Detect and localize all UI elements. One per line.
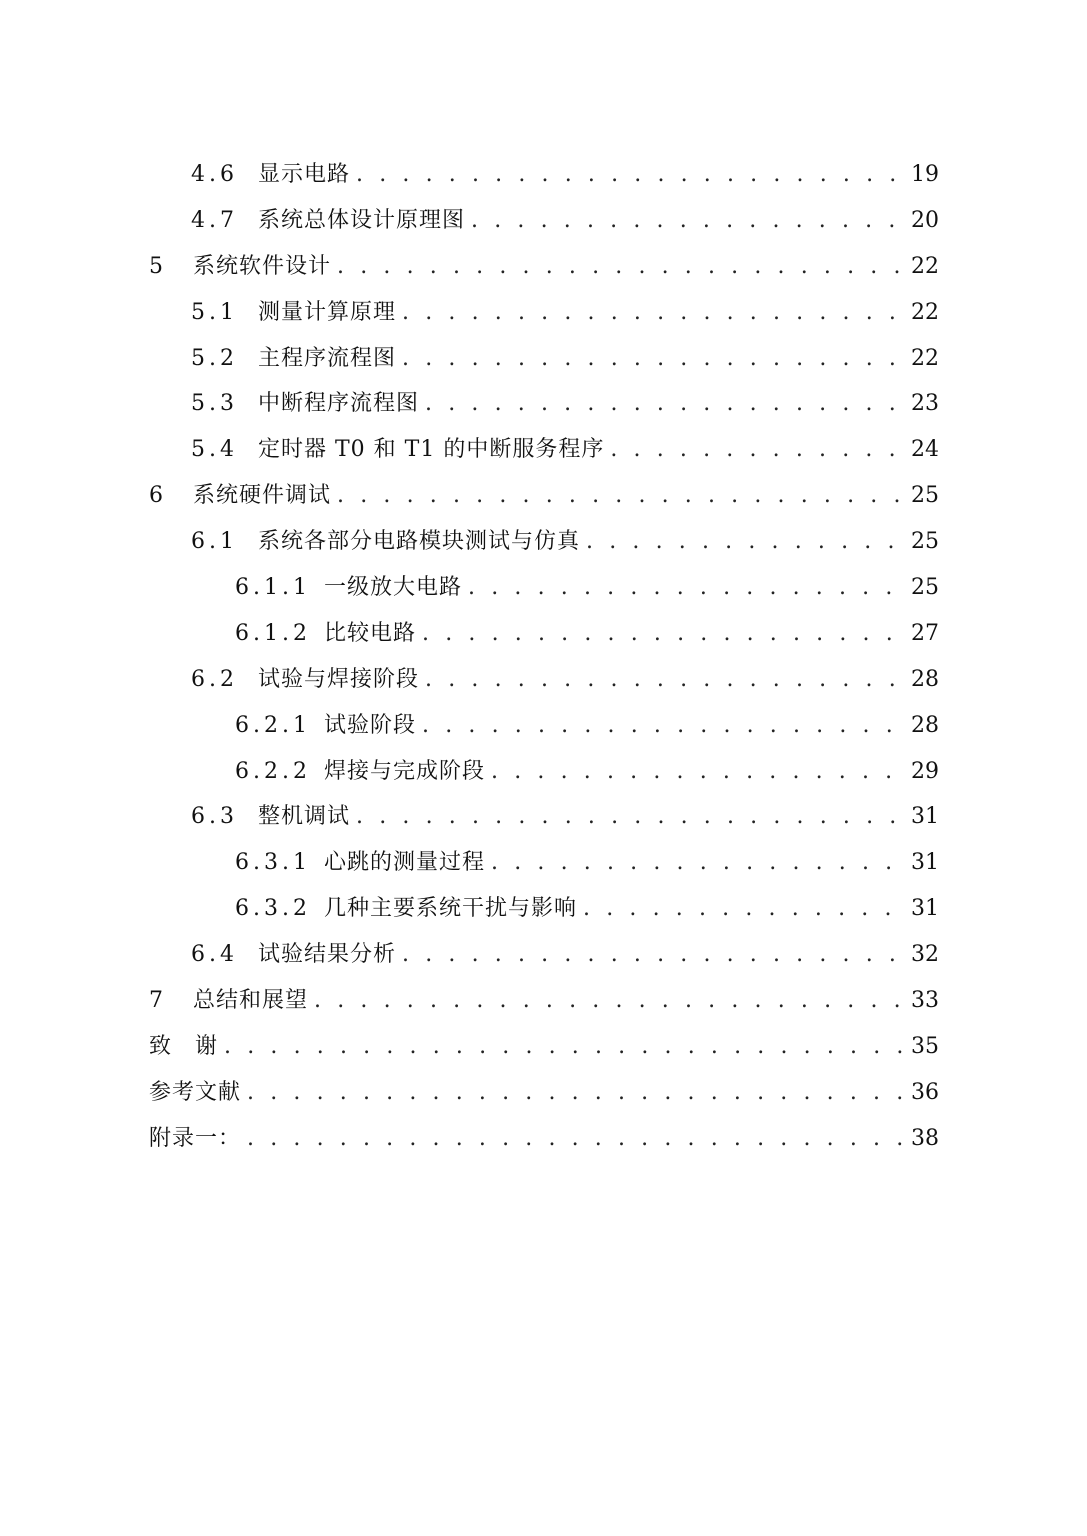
toc-entry-number: 6.1.1 bbox=[235, 575, 311, 601]
dot-leader bbox=[422, 703, 907, 749]
toc-entry[interactable] bbox=[149, 198, 939, 244]
toc-entry-title: 几种主要系统干扰与影响 bbox=[324, 896, 578, 922]
toc-entry-page: 36 bbox=[911, 1079, 939, 1105]
toc-entry-number: 5 bbox=[149, 253, 167, 279]
toc-entry-title: 试验与焊接阶段 bbox=[258, 666, 420, 692]
dot-leader bbox=[337, 244, 907, 290]
toc-entry[interactable] bbox=[149, 1024, 939, 1070]
toc-entry-page: 35 bbox=[911, 1033, 939, 1059]
toc-entry[interactable] bbox=[149, 336, 939, 382]
toc-entry[interactable] bbox=[149, 381, 939, 427]
toc-entry-page: 22 bbox=[911, 253, 939, 279]
toc-entry[interactable] bbox=[149, 1070, 939, 1116]
toc-entry-number: 6.4 bbox=[191, 942, 238, 968]
dot-leader bbox=[337, 473, 907, 519]
toc-entry-page: 31 bbox=[911, 896, 939, 922]
dot-leader bbox=[422, 611, 907, 657]
toc-entry[interactable] bbox=[149, 152, 939, 198]
toc-entry-title: 附录一： bbox=[149, 1125, 242, 1151]
dot-leader bbox=[425, 657, 907, 703]
toc-entry-title: 试验阶段 bbox=[324, 712, 417, 738]
toc-entry[interactable] bbox=[149, 932, 939, 978]
dot-leader bbox=[247, 1070, 907, 1116]
toc-entry-title: 整机调试 bbox=[258, 804, 351, 830]
toc-entry[interactable] bbox=[149, 565, 939, 611]
dot-leader bbox=[247, 1116, 907, 1162]
toc-entry-title: 心跳的测量过程 bbox=[324, 850, 486, 876]
toc-entry-title: 定时器 T0 和 T1 的中断服务程序 bbox=[258, 437, 605, 463]
toc-entry-number: 5.3 bbox=[191, 391, 238, 417]
dot-leader bbox=[610, 427, 907, 473]
dot-leader bbox=[491, 840, 907, 886]
dot-leader bbox=[356, 152, 907, 198]
toc-entry[interactable] bbox=[149, 290, 939, 336]
toc-entry-page: 23 bbox=[911, 391, 939, 417]
dot-leader bbox=[314, 978, 907, 1024]
toc-entry[interactable] bbox=[149, 840, 939, 886]
toc-entry-page: 27 bbox=[911, 620, 939, 646]
toc-entry[interactable] bbox=[149, 749, 939, 795]
toc-entry-number: 6.3.2 bbox=[235, 896, 311, 922]
toc-entry-number: 5.1 bbox=[191, 299, 238, 325]
toc-entry-number: 6 bbox=[149, 483, 167, 509]
toc-entry[interactable] bbox=[149, 244, 939, 290]
toc-entry-title: 中断程序流程图 bbox=[258, 391, 420, 417]
toc-entry[interactable] bbox=[149, 473, 939, 519]
toc-entry-title: 一级放大电路 bbox=[324, 575, 463, 601]
dot-leader bbox=[471, 198, 907, 244]
toc-entry-title: 比较电路 bbox=[324, 620, 417, 646]
dot-leader bbox=[402, 932, 907, 978]
dot-leader bbox=[356, 794, 907, 840]
toc-entry-number: 4.7 bbox=[191, 207, 238, 233]
dot-leader bbox=[402, 290, 907, 336]
toc-entry-title: 参考文献 bbox=[149, 1079, 242, 1105]
toc-entry[interactable] bbox=[149, 703, 939, 749]
toc-entry-page: 25 bbox=[911, 529, 939, 555]
toc-entry-page: 32 bbox=[911, 942, 939, 968]
toc-entry-page: 25 bbox=[911, 575, 939, 601]
toc-entry-page: 28 bbox=[911, 666, 939, 692]
toc-entry-number: 6.2.2 bbox=[235, 758, 311, 784]
toc-entry[interactable] bbox=[149, 886, 939, 932]
dot-leader bbox=[402, 336, 907, 382]
toc-entry-page: 31 bbox=[911, 804, 939, 830]
table-of-contents bbox=[149, 152, 939, 1162]
toc-entry-page: 29 bbox=[911, 758, 939, 784]
dot-leader bbox=[583, 886, 907, 932]
dot-leader bbox=[224, 1024, 907, 1070]
toc-entry-number: 7 bbox=[149, 988, 167, 1014]
toc-entry-number: 4.6 bbox=[191, 162, 238, 187]
toc-entry[interactable] bbox=[149, 519, 939, 565]
toc-entry-title: 焊接与完成阶段 bbox=[324, 758, 486, 784]
toc-entry-number: 5.2 bbox=[191, 345, 238, 371]
dot-leader bbox=[586, 519, 907, 565]
toc-entry-title: 系统总体设计原理图 bbox=[258, 207, 466, 233]
toc-entry[interactable] bbox=[149, 427, 939, 473]
toc-entry-number: 6.2.1 bbox=[235, 712, 311, 738]
toc-entry[interactable] bbox=[149, 657, 939, 703]
toc-entry-title: 测量计算原理 bbox=[258, 299, 397, 325]
toc-entry-page: 25 bbox=[911, 483, 939, 509]
toc-entry-page: 28 bbox=[911, 712, 939, 738]
toc-entry-title: 系统各部分电路模块测试与仿真 bbox=[258, 529, 581, 555]
toc-entry-number: 6.1.2 bbox=[235, 620, 311, 646]
toc-entry-number: 6.3 bbox=[191, 804, 238, 830]
toc-entry-page: 19 bbox=[911, 162, 939, 187]
toc-entry-page: 38 bbox=[911, 1125, 939, 1151]
toc-entry-title: 系统硬件调试 bbox=[193, 483, 332, 509]
toc-entry-number: 6.1 bbox=[191, 529, 238, 555]
dot-leader bbox=[491, 749, 907, 795]
toc-entry-number: 6.2 bbox=[191, 666, 238, 692]
toc-entry-page: 33 bbox=[911, 988, 939, 1014]
toc-entry-title: 总结和展望 bbox=[193, 988, 309, 1014]
toc-entry-title: 试验结果分析 bbox=[258, 942, 397, 968]
dot-leader bbox=[425, 381, 907, 427]
toc-entry-page: 24 bbox=[911, 437, 939, 463]
toc-entry[interactable] bbox=[149, 794, 939, 840]
toc-entry-page: 20 bbox=[911, 207, 939, 233]
toc-entry-title: 系统软件设计 bbox=[193, 253, 332, 279]
toc-entry-page: 22 bbox=[911, 345, 939, 371]
toc-entry-page: 31 bbox=[911, 850, 939, 876]
toc-entry[interactable] bbox=[149, 611, 939, 657]
toc-entry-title: 主程序流程图 bbox=[258, 345, 397, 371]
toc-entry[interactable] bbox=[149, 1116, 939, 1162]
toc-entry-title: 显示电路 bbox=[258, 162, 351, 187]
toc-entry-number: 5.4 bbox=[191, 437, 238, 463]
dot-leader bbox=[468, 565, 907, 611]
toc-entry-page: 22 bbox=[911, 299, 939, 325]
toc-entry-title: 致 谢 bbox=[149, 1033, 219, 1059]
toc-entry-number: 6.3.1 bbox=[235, 850, 311, 876]
toc-entry[interactable] bbox=[149, 978, 939, 1024]
